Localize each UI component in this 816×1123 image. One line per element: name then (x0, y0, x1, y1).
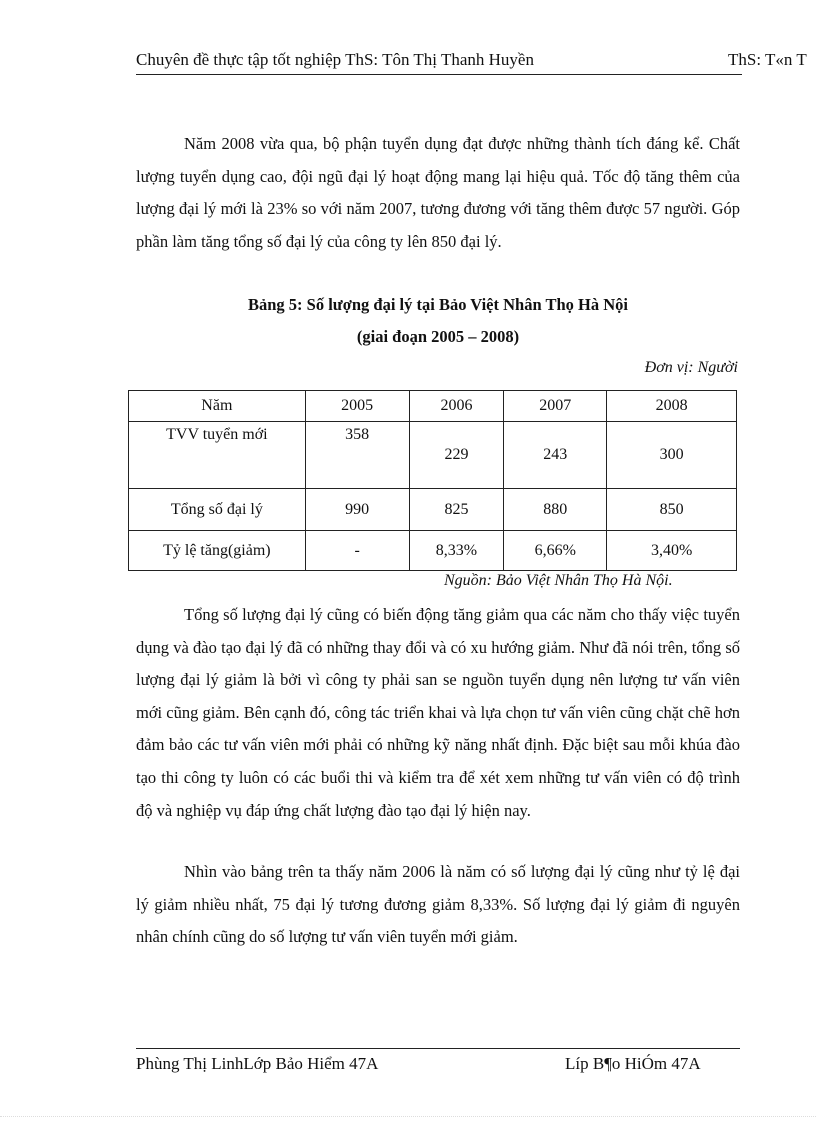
paragraph-analysis: Tổng số lượng đại lý cũng có biến động tăng giảm qua các năm cho thấy việc tuyển dụng và đào tạo đại lý đã có những thay đổi và có xu hướng giảm. Như đã nói trên, tổng số lượng đại lý giảm là bởi vì công ty phải san se nguồn tuyển dụng nên lượng tư vấn viên mới cũng giảm. Bên cạnh đó, công tác triển khai và lựa chọn tư vấn viên cũng chặt chẽ hơn đảm bảo các tư vấn viên mới phải có những kỹ năng nhất định. Đặc biệt sau mỗi khúa đào tạo thi công ty luôn có các buổi thi và kiểm tra để xét xem những tư vấn viên có độ trình độ và nghiệp vụ đáp ứng chất lượng đào tạo đại lý hiện nay. (136, 605, 740, 820)
table-cell: 825 (409, 489, 504, 531)
header-cell-2007: 2007 (504, 391, 607, 422)
table-unit: Đơn vị: Người (644, 359, 738, 376)
footer-left-text: Phùng Thị LinhLớp Bảo Hiểm 47A (136, 1054, 379, 1073)
table-row (129, 531, 737, 571)
header-left-text: Chuyên đề thực tập tốt nghiệp ThS: Tôn Thị Thanh Huyền (136, 50, 534, 69)
table-header-row (129, 391, 737, 422)
table-source: Nguồn: Bảo Việt Nhân Thọ Hà Nội. (444, 572, 673, 589)
table-cell: 990 (305, 489, 409, 531)
table-cell: 300 (607, 422, 737, 489)
table-cell: 6,66% (504, 531, 607, 571)
table-cell: 850 (607, 489, 737, 531)
table-cell: 3,40% (607, 531, 737, 571)
table-cell: 229 (409, 422, 504, 489)
table-cell: 243 (504, 422, 607, 489)
header-cell-2005: 2005 (305, 391, 409, 422)
header-cell-2006: 2006 (409, 391, 504, 422)
table-cell: 8,33% (409, 531, 504, 571)
header-cell-2008: 2008 (607, 391, 737, 422)
row-label-change-rate: Tỷ lệ tăng(giảm) (129, 531, 306, 571)
footer-right-text: Líp B¶o HiÓm 47A (565, 1054, 701, 1073)
table-cell: 880 (504, 489, 607, 531)
table-cell: 358 (305, 422, 409, 489)
table-caption-title: Bảng 5: Số lượng đại lý tại Bảo Việt Nhân Thọ Hà Nội (248, 295, 628, 314)
row-label-total-agents: Tổng số đại lý (129, 489, 306, 531)
header-cell-year: Năm (129, 391, 306, 422)
page-bottom-border (0, 1116, 816, 1117)
agents-table (128, 390, 737, 571)
paragraph-conclusion: Nhìn vào bảng trên ta thấy năm 2006 là năm có số lượng đại lý cũng như tỷ lệ đại lý giảm nhiều nhất, 75 đại lý tương đương giảm 8,33%. Số lượng đại lý giảm đi nguyên nhân chính cũng do số lượng tư vấn viên tuyển mới giảm. (136, 862, 740, 947)
paragraph-intro: Năm 2008 vừa qua, bộ phận tuyển dụng đạt được những thành tích đáng kể. Chất lượng tuyển dụng cao, đội ngũ đại lý hoạt động mang lại hiệu quả. Tốc độ tăng thêm của lượng đại lý mới là 23% so với năm 2007, tương đương với tăng thêm được 57 người. Góp phần làm tăng tổng số đại lý của công ty lên 850 đại lý. (136, 134, 740, 251)
page-header (136, 50, 816, 74)
row-label-new-advisors: TVV tuyển mới (129, 422, 306, 489)
header-right-text: ThS: T«n T (728, 50, 807, 69)
table-row (129, 422, 737, 489)
table-cell: - (305, 531, 409, 571)
table-row (129, 489, 737, 531)
footer-divider (136, 1048, 740, 1049)
header-divider (136, 74, 742, 75)
table-caption-period: (giai đoạn 2005 – 2008) (356, 327, 520, 346)
